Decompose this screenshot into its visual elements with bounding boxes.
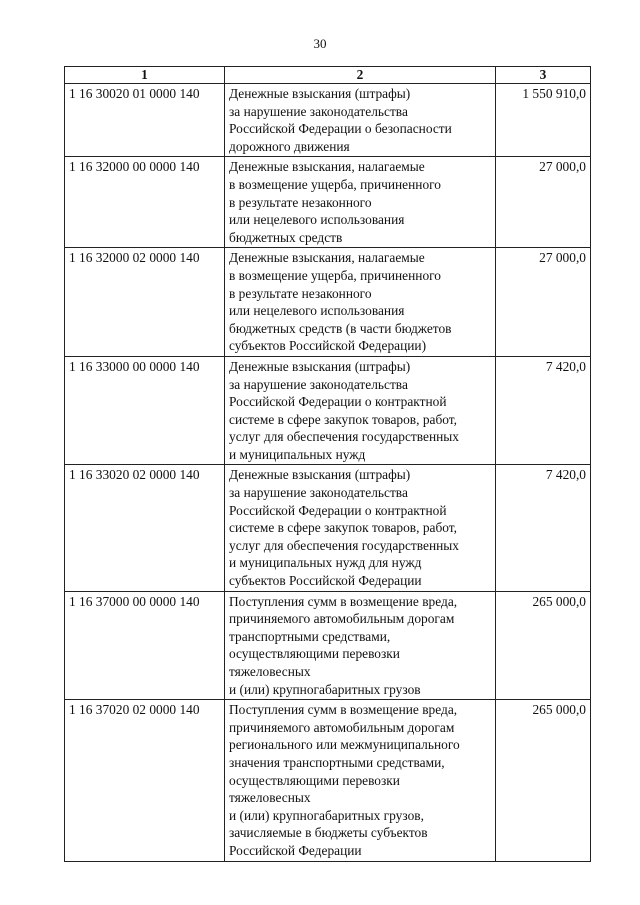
revenue-name-line: регионального или межмуниципального bbox=[229, 737, 460, 753]
column-header-amount: 3 bbox=[496, 67, 591, 84]
revenue-name-line: в возмещение ущерба, причиненного bbox=[229, 267, 442, 283]
table-row bbox=[65, 591, 591, 700]
amount-cell: 7 420,0 bbox=[496, 465, 591, 591]
revenue-name-cell bbox=[225, 591, 496, 700]
revenue-name-line: и (или) крупногабаритных грузов, bbox=[229, 807, 424, 823]
revenue-name-line: или нецелевого использования bbox=[229, 303, 405, 319]
table-row bbox=[65, 84, 591, 157]
revenue-name-line: причиняемого автомобильным дорогам bbox=[229, 719, 455, 735]
budget-revenue-table bbox=[64, 66, 591, 862]
revenue-name-line: дорожного движения bbox=[229, 138, 350, 154]
revenue-name-line: осуществляющими перевозки bbox=[229, 772, 400, 788]
revenue-name-line: Денежные взыскания, налагаемые bbox=[229, 250, 425, 266]
revenue-name-cell bbox=[225, 356, 496, 465]
revenue-name-line: услуг для обеспечения государственных bbox=[229, 429, 459, 445]
header-row bbox=[65, 67, 591, 84]
amount-cell: 1 550 910,0 bbox=[496, 84, 591, 157]
table-row bbox=[65, 356, 591, 465]
revenue-name-line: услуг для обеспечения государственных bbox=[229, 537, 459, 553]
amount-cell: 27 000,0 bbox=[496, 248, 591, 357]
revenue-name-line: тяжеловесных bbox=[229, 664, 311, 679]
revenue-name-line: в результате незаконного bbox=[229, 285, 372, 301]
amount-cell: 27 000,0 bbox=[496, 157, 591, 248]
revenue-name-line: тяжеловесных bbox=[229, 790, 311, 806]
page-number: 30 bbox=[313, 36, 327, 51]
amount-cell: 7 420,0 bbox=[496, 356, 591, 465]
revenue-name-line: транспортными средствами, bbox=[229, 628, 391, 644]
budget-code-cell: 1 16 37020 02 0000 140 bbox=[65, 700, 225, 861]
amount-cell: 265 000,0 bbox=[496, 700, 591, 861]
revenue-name-line: значения транспортными средствами, bbox=[229, 754, 445, 770]
revenue-name-line: зачисляемые в бюджеты субъектов bbox=[229, 825, 428, 841]
revenue-name-cell bbox=[225, 465, 496, 591]
revenue-name-line: субъектов Российской Федерации bbox=[229, 573, 422, 589]
budget-code-cell: 1 16 33000 00 0000 140 bbox=[65, 356, 225, 465]
revenue-name-cell bbox=[225, 157, 496, 248]
table-body bbox=[65, 84, 591, 862]
revenue-name-cell bbox=[225, 248, 496, 357]
revenue-name-line: Поступления сумм в возмещение вреда, bbox=[229, 593, 458, 609]
revenue-name-line: в возмещение ущерба, причиненного bbox=[229, 176, 442, 192]
table-header bbox=[65, 67, 591, 84]
table-row bbox=[65, 465, 591, 591]
revenue-name-cell bbox=[225, 700, 496, 861]
revenue-name-line: или нецелевого использования bbox=[229, 212, 405, 228]
revenue-name-line: Российской Федерации о безопасности bbox=[229, 121, 452, 137]
table-row bbox=[65, 700, 591, 861]
table-row bbox=[65, 157, 591, 248]
revenue-name-line: бюджетных средств (в части бюджетов bbox=[229, 320, 452, 336]
revenue-name-line: осуществляющими перевозки bbox=[229, 646, 400, 662]
revenue-name-line: и муниципальных нужд для нужд bbox=[229, 555, 422, 571]
revenue-name-line: и (или) крупногабаритных грузов bbox=[229, 681, 421, 697]
revenue-name-line: за нарушение законодательства bbox=[229, 376, 408, 392]
revenue-name-line: Денежные взыскания (штрафы) bbox=[229, 86, 411, 101]
revenue-name-line: за нарушение законодательства bbox=[229, 103, 408, 119]
column-header-code: 1 bbox=[65, 67, 225, 84]
budget-code-cell: 1 16 32000 00 0000 140 bbox=[65, 157, 225, 248]
revenue-name-line: Денежные взыскания (штрафы) bbox=[229, 467, 411, 483]
revenue-name-line: и муниципальных нужд bbox=[229, 446, 366, 462]
revenue-name-line: причиняемого автомобильным дорогам bbox=[229, 611, 455, 627]
revenue-name-cell bbox=[225, 84, 496, 157]
column-header-name: 2 bbox=[225, 67, 496, 84]
revenue-name-line: Российской Федерации о контрактной bbox=[229, 394, 447, 410]
budget-code-cell: 1 16 30020 01 0000 140 bbox=[65, 84, 225, 157]
revenue-name-line: Денежные взыскания, налагаемые bbox=[229, 159, 425, 175]
revenue-name-line: системе в сфере закупок товаров, работ, bbox=[229, 520, 457, 536]
revenue-name-line: системе в сфере закупок товаров, работ, bbox=[229, 411, 457, 427]
revenue-name-line: Денежные взыскания (штрафы) bbox=[229, 358, 411, 374]
revenue-name-line: Российской Федерации о контрактной bbox=[229, 502, 447, 518]
revenue-name-line: за нарушение законодательства bbox=[229, 485, 408, 501]
revenue-name-line: в результате незаконного bbox=[229, 194, 372, 210]
table-row bbox=[65, 248, 591, 357]
budget-code-cell: 1 16 33020 02 0000 140 bbox=[65, 465, 225, 591]
budget-code-cell: 1 16 32000 02 0000 140 bbox=[65, 248, 225, 357]
revenue-name-line: Российской Федерации bbox=[229, 842, 362, 858]
budget-code-cell: 1 16 37000 00 0000 140 bbox=[65, 591, 225, 700]
revenue-name-line: Поступления сумм в возмещение вреда, bbox=[229, 702, 458, 718]
revenue-name-line: бюджетных средств bbox=[229, 229, 343, 245]
revenue-name-line: субъектов Российской Федерации) bbox=[229, 338, 427, 354]
amount-cell: 265 000,0 bbox=[496, 591, 591, 700]
